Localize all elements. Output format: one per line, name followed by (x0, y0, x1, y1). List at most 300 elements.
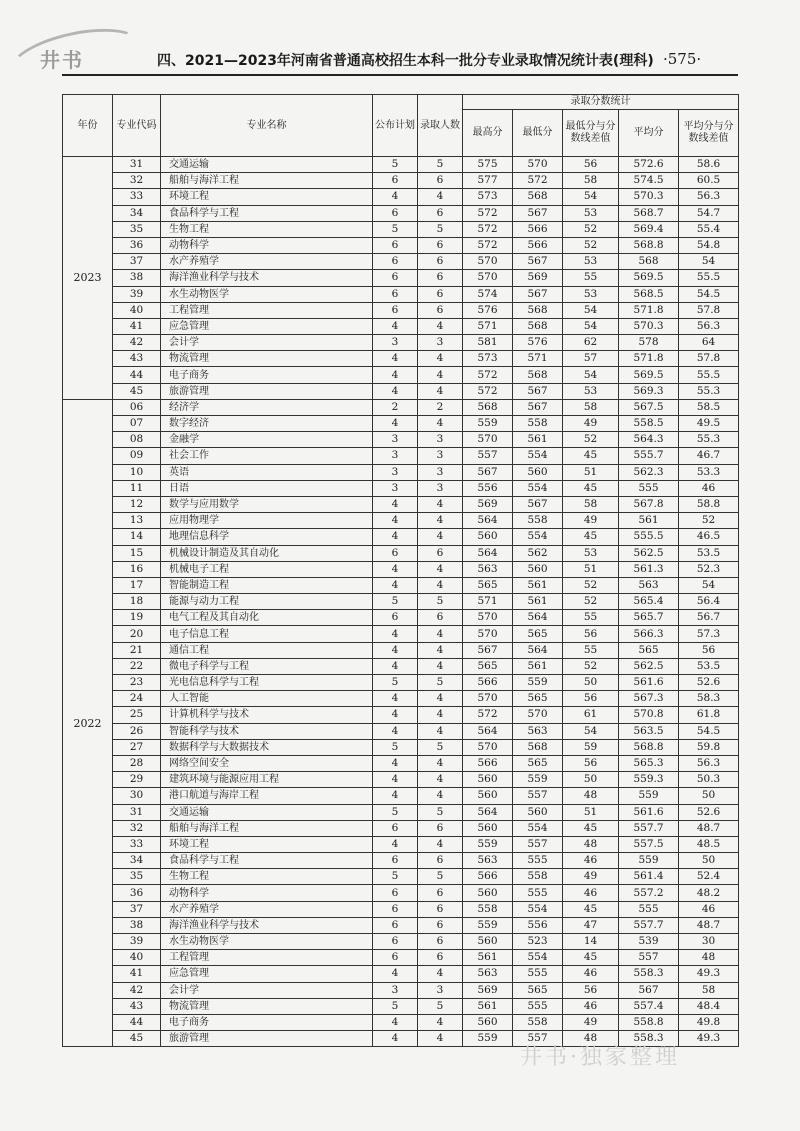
avg_diff-cell: 57.8 (679, 351, 739, 367)
name-cell: 水产养殖学 (161, 901, 373, 917)
admitted-cell: 5 (418, 221, 463, 237)
name-cell: 海洋渔业科学与技术 (161, 270, 373, 286)
avg-cell: 569.5 (619, 367, 679, 383)
min_diff-cell: 46 (563, 853, 619, 869)
plan-cell: 4 (373, 788, 418, 804)
min_diff-cell: 52 (563, 577, 619, 593)
min-cell: 576 (513, 335, 563, 351)
table-row (63, 351, 739, 367)
code-cell: 13 (113, 513, 161, 529)
avg_diff-cell: 48 (679, 950, 739, 966)
admitted-cell: 3 (418, 335, 463, 351)
min_diff-cell: 59 (563, 739, 619, 755)
admitted-cell: 4 (418, 788, 463, 804)
min_diff-cell: 54 (563, 318, 619, 334)
max-cell: 575 (463, 157, 513, 173)
avg-cell: 570.3 (619, 189, 679, 205)
max-cell: 561 (463, 998, 513, 1014)
avg-cell: 557 (619, 950, 679, 966)
avg-cell: 571.8 (619, 351, 679, 367)
min-cell: 567 (513, 383, 563, 399)
name-cell: 环境工程 (161, 836, 373, 852)
avg-cell: 571.8 (619, 302, 679, 318)
table-row (63, 270, 739, 286)
plan-cell: 6 (373, 820, 418, 836)
avg_diff-cell: 54 (679, 254, 739, 270)
min_diff-cell: 45 (563, 901, 619, 917)
avg-cell: 559.3 (619, 772, 679, 788)
max-cell: 563 (463, 561, 513, 577)
name-cell: 能源与动力工程 (161, 594, 373, 610)
table-row (63, 755, 739, 771)
plan-cell: 6 (373, 237, 418, 253)
name-cell: 旅游管理 (161, 383, 373, 399)
table-row (63, 836, 739, 852)
admitted-cell: 6 (418, 545, 463, 561)
table-row (63, 901, 739, 917)
col-avg-diff-header: 平均分与分数线差值 (679, 110, 739, 157)
code-cell: 20 (113, 626, 161, 642)
max-cell: 572 (463, 383, 513, 399)
avg-cell: 565.4 (619, 594, 679, 610)
admitted-cell: 4 (418, 351, 463, 367)
code-cell: 11 (113, 480, 161, 496)
min-cell: 557 (513, 788, 563, 804)
plan-cell: 4 (373, 1014, 418, 1030)
avg-cell: 569.3 (619, 383, 679, 399)
table-row (63, 853, 739, 869)
page-number: ·575· (663, 50, 702, 68)
avg_diff-cell: 52.6 (679, 675, 739, 691)
avg_diff-cell: 46 (679, 480, 739, 496)
name-cell: 交通运输 (161, 157, 373, 173)
plan-cell: 5 (373, 594, 418, 610)
plan-cell: 5 (373, 157, 418, 173)
avg_diff-cell: 46.7 (679, 448, 739, 464)
min_diff-cell: 48 (563, 1031, 619, 1047)
min-cell: 554 (513, 820, 563, 836)
code-cell: 06 (113, 399, 161, 415)
table-row (63, 577, 739, 593)
avg_diff-cell: 48.2 (679, 885, 739, 901)
min_diff-cell: 58 (563, 173, 619, 189)
max-cell: 560 (463, 1014, 513, 1030)
min-cell: 571 (513, 351, 563, 367)
table-row (63, 982, 739, 998)
min_diff-cell: 50 (563, 675, 619, 691)
avg_diff-cell: 56 (679, 642, 739, 658)
avg_diff-cell: 49.3 (679, 1031, 739, 1047)
code-cell: 16 (113, 561, 161, 577)
min_diff-cell: 56 (563, 691, 619, 707)
code-cell: 38 (113, 270, 161, 286)
plan-cell: 6 (373, 173, 418, 189)
plan-cell: 6 (373, 270, 418, 286)
min_diff-cell: 45 (563, 950, 619, 966)
avg-cell: 569.4 (619, 221, 679, 237)
avg_diff-cell: 54.7 (679, 205, 739, 221)
avg_diff-cell: 52.3 (679, 561, 739, 577)
min_diff-cell: 54 (563, 367, 619, 383)
avg_diff-cell: 46 (679, 901, 739, 917)
table-row (63, 934, 739, 950)
code-cell: 21 (113, 642, 161, 658)
max-cell: 561 (463, 950, 513, 966)
min_diff-cell: 57 (563, 351, 619, 367)
max-cell: 581 (463, 335, 513, 351)
avg-cell: 555 (619, 901, 679, 917)
avg-cell: 563.5 (619, 723, 679, 739)
min_diff-cell: 56 (563, 157, 619, 173)
admitted-cell: 4 (418, 416, 463, 432)
max-cell: 572 (463, 367, 513, 383)
admitted-cell: 6 (418, 237, 463, 253)
table-row (63, 529, 739, 545)
max-cell: 570 (463, 432, 513, 448)
table-row (63, 675, 739, 691)
avg_diff-cell: 55.3 (679, 432, 739, 448)
name-cell: 会计学 (161, 982, 373, 998)
plan-cell: 4 (373, 772, 418, 788)
plan-cell: 6 (373, 286, 418, 302)
max-cell: 560 (463, 788, 513, 804)
table-row (63, 869, 739, 885)
code-cell: 33 (113, 189, 161, 205)
plan-cell: 4 (373, 723, 418, 739)
code-cell: 14 (113, 529, 161, 545)
avg_diff-cell: 55.3 (679, 383, 739, 399)
max-cell: 570 (463, 254, 513, 270)
avg-cell: 572.6 (619, 157, 679, 173)
max-cell: 563 (463, 853, 513, 869)
min_diff-cell: 51 (563, 561, 619, 577)
code-cell: 18 (113, 594, 161, 610)
max-cell: 577 (463, 173, 513, 189)
min-cell: 566 (513, 221, 563, 237)
max-cell: 560 (463, 529, 513, 545)
avg_diff-cell: 56.3 (679, 318, 739, 334)
code-cell: 34 (113, 205, 161, 221)
avg_diff-cell: 52 (679, 513, 739, 529)
name-cell: 动物科学 (161, 237, 373, 253)
col-name-header: 专业名称 (161, 95, 373, 157)
min_diff-cell: 45 (563, 448, 619, 464)
max-cell: 570 (463, 739, 513, 755)
name-cell: 光电信息科学与工程 (161, 675, 373, 691)
admitted-cell: 6 (418, 270, 463, 286)
avg-cell: 570.8 (619, 707, 679, 723)
name-cell: 船舶与海洋工程 (161, 820, 373, 836)
plan-cell: 4 (373, 416, 418, 432)
name-cell: 地理信息科学 (161, 529, 373, 545)
avg_diff-cell: 48.5 (679, 836, 739, 852)
admitted-cell: 5 (418, 998, 463, 1014)
admitted-cell: 4 (418, 707, 463, 723)
avg_diff-cell: 54.5 (679, 286, 739, 302)
min-cell: 565 (513, 626, 563, 642)
name-cell: 电气工程及其自动化 (161, 610, 373, 626)
admitted-cell: 5 (418, 739, 463, 755)
max-cell: 564 (463, 513, 513, 529)
min_diff-cell: 46 (563, 998, 619, 1014)
admitted-cell: 4 (418, 1031, 463, 1047)
table-row (63, 367, 739, 383)
col-min-diff-header: 最低分与分数线差值 (563, 110, 619, 157)
max-cell: 569 (463, 982, 513, 998)
avg_diff-cell: 54 (679, 577, 739, 593)
min-cell: 561 (513, 594, 563, 610)
table-row (63, 998, 739, 1014)
avg_diff-cell: 56.3 (679, 755, 739, 771)
max-cell: 564 (463, 804, 513, 820)
table-row (63, 707, 739, 723)
min-cell: 567 (513, 399, 563, 415)
avg_diff-cell: 53.5 (679, 545, 739, 561)
min-cell: 554 (513, 901, 563, 917)
min-cell: 558 (513, 513, 563, 529)
plan-cell: 6 (373, 885, 418, 901)
plan-cell: 4 (373, 383, 418, 399)
year-cell: 2022 (63, 399, 113, 1047)
code-cell: 34 (113, 853, 161, 869)
name-cell: 社会工作 (161, 448, 373, 464)
table-row (63, 335, 739, 351)
name-cell: 交通运输 (161, 804, 373, 820)
avg-cell: 555.7 (619, 448, 679, 464)
code-cell: 22 (113, 658, 161, 674)
plan-cell: 4 (373, 496, 418, 512)
table-body (63, 157, 739, 1047)
max-cell: 570 (463, 691, 513, 707)
avg-cell: 567.8 (619, 496, 679, 512)
plan-cell: 4 (373, 691, 418, 707)
score-group-header: 录取分数统计 (463, 95, 739, 110)
avg_diff-cell: 53.5 (679, 658, 739, 674)
code-cell: 31 (113, 804, 161, 820)
plan-cell: 4 (373, 642, 418, 658)
name-cell: 旅游管理 (161, 1031, 373, 1047)
min-cell: 568 (513, 302, 563, 318)
name-cell: 食品科学与工程 (161, 205, 373, 221)
max-cell: 570 (463, 610, 513, 626)
min-cell: 568 (513, 318, 563, 334)
min-cell: 560 (513, 561, 563, 577)
min_diff-cell: 52 (563, 221, 619, 237)
min_diff-cell: 14 (563, 934, 619, 950)
min-cell: 555 (513, 853, 563, 869)
col-admitted-header: 录取人数 (418, 95, 463, 157)
plan-cell: 4 (373, 966, 418, 982)
avg-cell: 567 (619, 982, 679, 998)
min-cell: 569 (513, 270, 563, 286)
min_diff-cell: 56 (563, 626, 619, 642)
avg_diff-cell: 55.5 (679, 367, 739, 383)
min_diff-cell: 56 (563, 755, 619, 771)
avg_diff-cell: 58 (679, 982, 739, 998)
max-cell: 572 (463, 707, 513, 723)
name-cell: 应用物理学 (161, 513, 373, 529)
code-cell: 37 (113, 901, 161, 917)
plan-cell: 4 (373, 318, 418, 334)
avg_diff-cell: 55.5 (679, 270, 739, 286)
min-cell: 560 (513, 804, 563, 820)
plan-cell: 6 (373, 545, 418, 561)
avg_diff-cell: 54.8 (679, 237, 739, 253)
min-cell: 568 (513, 189, 563, 205)
admitted-cell: 6 (418, 934, 463, 950)
header-rule (62, 74, 738, 76)
avg-cell: 568.7 (619, 205, 679, 221)
min-cell: 568 (513, 367, 563, 383)
admission-table (62, 94, 739, 1047)
avg_diff-cell: 49.8 (679, 1014, 739, 1030)
table-row (63, 302, 739, 318)
admitted-cell: 4 (418, 966, 463, 982)
avg-cell: 558.3 (619, 1031, 679, 1047)
table-row (63, 561, 739, 577)
min-cell: 564 (513, 610, 563, 626)
min-cell: 570 (513, 157, 563, 173)
admitted-cell: 6 (418, 286, 463, 302)
publisher-logo: 井书 (40, 48, 84, 72)
avg-cell: 568 (619, 254, 679, 270)
plan-cell: 4 (373, 577, 418, 593)
admitted-cell: 4 (418, 755, 463, 771)
min_diff-cell: 55 (563, 270, 619, 286)
code-cell: 09 (113, 448, 161, 464)
avg-cell: 562.3 (619, 464, 679, 480)
admitted-cell: 4 (418, 626, 463, 642)
max-cell: 570 (463, 626, 513, 642)
code-cell: 40 (113, 950, 161, 966)
avg-cell: 558.5 (619, 416, 679, 432)
max-cell: 560 (463, 820, 513, 836)
avg-cell: 557.4 (619, 998, 679, 1014)
name-cell: 工程管理 (161, 302, 373, 318)
avg-cell: 558.8 (619, 1014, 679, 1030)
admitted-cell: 4 (418, 496, 463, 512)
admitted-cell: 3 (418, 448, 463, 464)
code-cell: 36 (113, 237, 161, 253)
watermark: 井书·独家整理 (520, 1045, 680, 1070)
plan-cell: 4 (373, 755, 418, 771)
min_diff-cell: 52 (563, 237, 619, 253)
name-cell: 应急管理 (161, 966, 373, 982)
avg_diff-cell: 58.8 (679, 496, 739, 512)
min_diff-cell: 52 (563, 432, 619, 448)
plan-cell: 6 (373, 254, 418, 270)
avg-cell: 562.5 (619, 658, 679, 674)
max-cell: 573 (463, 189, 513, 205)
plan-cell: 6 (373, 917, 418, 933)
admitted-cell: 3 (418, 432, 463, 448)
plan-cell: 4 (373, 1031, 418, 1047)
table-row (63, 205, 739, 221)
table-row (63, 691, 739, 707)
code-cell: 45 (113, 383, 161, 399)
avg-cell: 557.7 (619, 820, 679, 836)
min-cell: 557 (513, 836, 563, 852)
max-cell: 565 (463, 658, 513, 674)
page-header (0, 50, 800, 74)
code-cell: 33 (113, 836, 161, 852)
code-cell: 29 (113, 772, 161, 788)
name-cell: 港口航道与海岸工程 (161, 788, 373, 804)
table-row (63, 318, 739, 334)
admitted-cell: 6 (418, 173, 463, 189)
avg-cell: 562.5 (619, 545, 679, 561)
name-cell: 船舶与海洋工程 (161, 173, 373, 189)
min-cell: 559 (513, 675, 563, 691)
table-row (63, 496, 739, 512)
avg_diff-cell: 57.3 (679, 626, 739, 642)
min-cell: 558 (513, 869, 563, 885)
avg-cell: 568.8 (619, 237, 679, 253)
min-cell: 555 (513, 885, 563, 901)
admitted-cell: 4 (418, 691, 463, 707)
avg-cell: 557.7 (619, 917, 679, 933)
table-row (63, 723, 739, 739)
plan-cell: 6 (373, 901, 418, 917)
code-cell: 38 (113, 917, 161, 933)
name-cell: 海洋渔业科学与技术 (161, 917, 373, 933)
min_diff-cell: 56 (563, 982, 619, 998)
min-cell: 568 (513, 739, 563, 755)
name-cell: 会计学 (161, 335, 373, 351)
min-cell: 558 (513, 1014, 563, 1030)
min_diff-cell: 48 (563, 788, 619, 804)
admitted-cell: 4 (418, 529, 463, 545)
code-cell: 19 (113, 610, 161, 626)
admitted-cell: 5 (418, 157, 463, 173)
plan-cell: 6 (373, 950, 418, 966)
table-row (63, 221, 739, 237)
min_diff-cell: 45 (563, 480, 619, 496)
code-cell: 30 (113, 788, 161, 804)
avg-cell: 566.3 (619, 626, 679, 642)
table-row (63, 950, 739, 966)
admitted-cell: 4 (418, 577, 463, 593)
min_diff-cell: 46 (563, 885, 619, 901)
code-cell: 36 (113, 885, 161, 901)
avg_diff-cell: 48.7 (679, 820, 739, 836)
max-cell: 564 (463, 723, 513, 739)
admitted-cell: 6 (418, 205, 463, 221)
min-cell: 523 (513, 934, 563, 950)
avg-cell: 561.3 (619, 561, 679, 577)
avg_diff-cell: 49.5 (679, 416, 739, 432)
name-cell: 应急管理 (161, 318, 373, 334)
min-cell: 561 (513, 432, 563, 448)
admitted-cell: 6 (418, 254, 463, 270)
max-cell: 566 (463, 869, 513, 885)
max-cell: 574 (463, 286, 513, 302)
col-plan-header: 公布计划 (373, 95, 418, 157)
admitted-cell: 4 (418, 723, 463, 739)
avg_diff-cell: 52.6 (679, 804, 739, 820)
col-year-header: 年份 (63, 95, 113, 157)
min-cell: 554 (513, 950, 563, 966)
table-row (63, 480, 739, 496)
min_diff-cell: 58 (563, 496, 619, 512)
max-cell: 568 (463, 399, 513, 415)
max-cell: 571 (463, 594, 513, 610)
name-cell: 经济学 (161, 399, 373, 415)
code-cell: 12 (113, 496, 161, 512)
admitted-cell: 6 (418, 610, 463, 626)
name-cell: 工程管理 (161, 950, 373, 966)
max-cell: 565 (463, 577, 513, 593)
